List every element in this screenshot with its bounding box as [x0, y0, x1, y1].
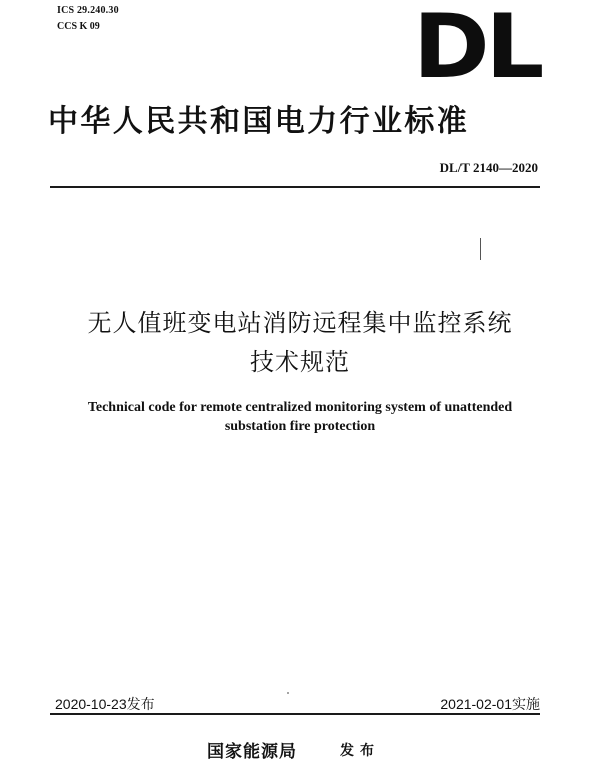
standard-category-title: 中华人民共和国电力行业标准 — [48, 104, 470, 139]
scan-dot — [287, 692, 289, 694]
standard-number: DL/T 2140—2020 — [439, 160, 538, 175]
chinese-title-line-1: 无人值班变电站消防远程集中监控系统 — [87, 309, 513, 337]
ics-code: ICS 29.240.30 — [57, 5, 119, 16]
english-title-line-2: substation fire protection — [224, 419, 376, 434]
issuing-authority: 国家能源局 — [207, 742, 297, 762]
scan-artifact-mark — [480, 238, 481, 260]
header-divider — [50, 186, 540, 188]
implementation-date: 2021-02-01实施 — [440, 696, 540, 712]
chinese-title-line-2: 技术规范 — [250, 348, 350, 376]
issue-date: 2020-10-23发布 — [55, 696, 155, 712]
ccs-code: CCS K 09 — [57, 21, 100, 32]
footer-divider — [50, 713, 540, 715]
dl-logo: DL — [413, 0, 541, 98]
publish-label: 发布 — [340, 743, 380, 759]
english-title-line-1: Technical code for remote centralized monitoring system of unattended — [87, 400, 513, 415]
